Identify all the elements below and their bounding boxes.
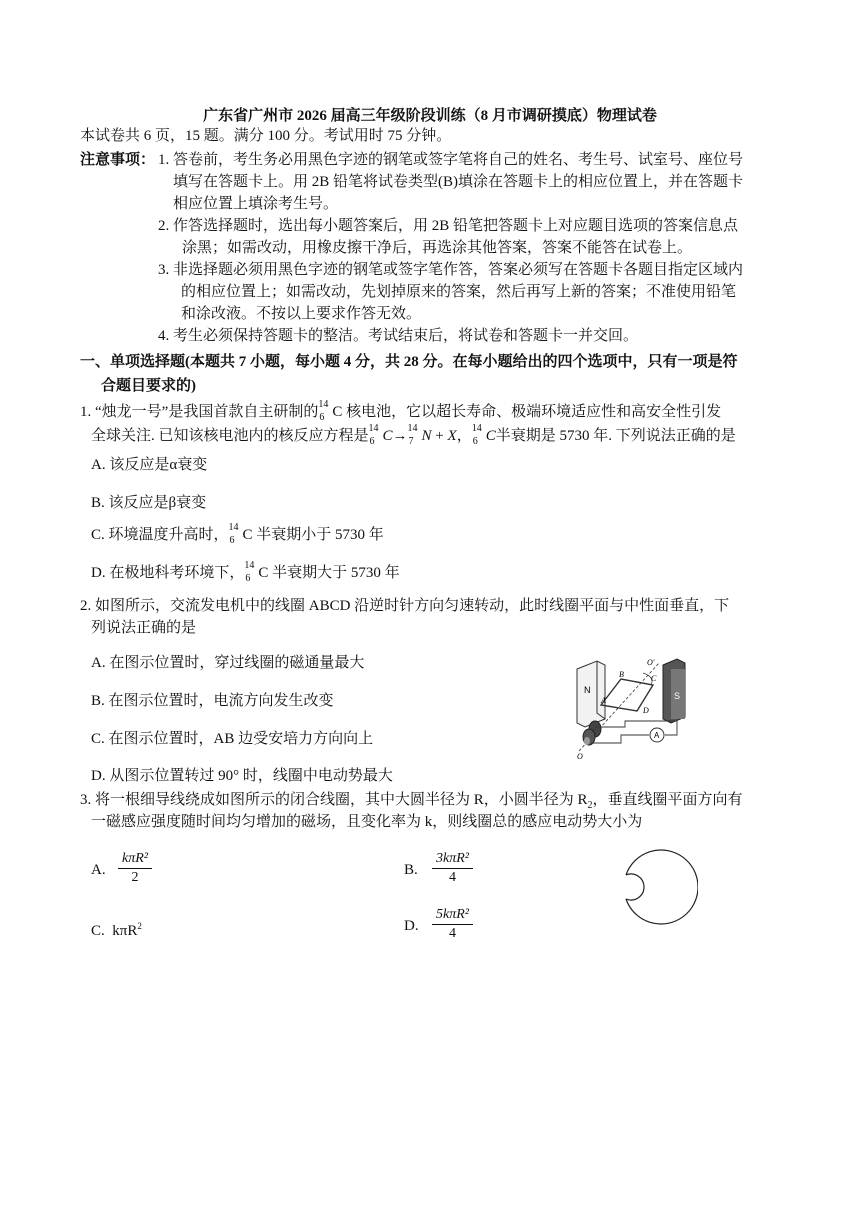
- note-4: 4. 考生必须保持答题卡的整洁。考试结束后，将试卷和答题卡一并交回。: [158, 328, 639, 344]
- page-title: 广东省广州市 2026 届高三年级阶段训练（8 月市调研摸底）物理试卷: [203, 108, 657, 124]
- q1-option-c-text-2: C 半衰期小于 5730 年: [242, 527, 384, 543]
- frac-num: kπR²: [118, 850, 152, 869]
- frac-den: 4: [448, 926, 456, 941]
- label-ammeter: A: [654, 731, 660, 740]
- eq-x: X: [447, 428, 457, 444]
- isotope-mass: 14: [368, 423, 379, 434]
- q2-line-2: 列说法正确的是: [91, 620, 197, 636]
- label-c: C: [651, 674, 657, 683]
- q3-text-b: ，垂直线圈平面方向有: [592, 792, 743, 808]
- isotope-c14: [228, 522, 243, 546]
- q3-option-c-value: kπR: [112, 923, 138, 939]
- exam-info: 本试卷共 6 页，15 题。满分 100 分。考试用时 75 分钟。: [80, 128, 452, 144]
- isotope-mass: 14: [407, 423, 418, 434]
- notes-label: 注意事项：: [80, 152, 156, 168]
- isotope-c14: [368, 423, 383, 447]
- q3-option-c: [91, 916, 142, 941]
- isotope-z: 6: [245, 573, 251, 584]
- q1-option-d-text-2: C 半衰期大于 5730 年: [258, 565, 400, 581]
- eq-comma: ，: [456, 428, 472, 444]
- q3-subscript: 2: [587, 800, 593, 811]
- frac-num: 5kπR²: [432, 906, 473, 925]
- note-1-line-1: 1. 答卷前，考生务必用黑色字迹的钢笔或签字笔将自己的姓名、考生号、试室号、座位号: [158, 152, 744, 168]
- eq-arrow: →: [392, 428, 408, 444]
- label-a: A: [601, 696, 606, 705]
- q1-line-1: [80, 399, 722, 423]
- q1-text-d: 半衰期是 5730 年. 下列说法正确的是: [495, 428, 736, 444]
- frac-den: 4: [448, 870, 456, 885]
- label-d: D: [643, 706, 649, 715]
- q1-text-b: C 核电池，它以超长寿命、极端环境适应性和高安全性引发: [332, 404, 722, 420]
- q3-option-a-label: A.: [91, 862, 106, 878]
- q3-option-d-label: D.: [404, 918, 419, 934]
- isotope-z: 7: [408, 436, 414, 447]
- label-o: O: [577, 752, 583, 760]
- q1-option-a: A. 该反应是α衰变: [91, 457, 208, 473]
- isotope-mass: 14: [228, 522, 239, 533]
- section-heading: 一、单项选择题(本题共 7 小题，每小题 4 分，共 28 分。在每小题给出的四个选项中，只有一项是符: [80, 354, 738, 370]
- q1-option-c-text: C. 环境温度升高时，: [91, 527, 229, 543]
- q1-option-b: B. 该反应是β衰变: [91, 495, 207, 511]
- note-3-line-3: 和涂改液。不按以上要求作答无效。: [181, 306, 422, 322]
- frac-den: 2: [131, 870, 139, 885]
- magnet-n: [577, 661, 605, 727]
- q3-option-c-label: C.: [91, 923, 105, 939]
- isotope-c14: [318, 399, 332, 423]
- q3-option-b-value: [432, 850, 473, 887]
- label-n: N: [584, 685, 591, 695]
- q1-option-d-text: D. 在极地科考环境下，: [91, 565, 245, 581]
- isotope-c14: [471, 423, 486, 447]
- q3-option-c-sup: 2: [137, 921, 142, 931]
- label-b: B: [619, 670, 624, 679]
- eq-plus: +: [431, 428, 448, 444]
- q1-option-c: [91, 522, 384, 546]
- q3-option-d-value: [432, 906, 473, 943]
- q1-option-d: [91, 560, 400, 584]
- section-heading-cont: 合题目要求的): [101, 378, 196, 394]
- note-2-line-2: 涂黑；如需改动，用橡皮擦干净后，再选涂其他答案，答案不能答在试卷上。: [182, 240, 693, 256]
- note-1-line-2: 填写在答题卡上。用 2B 铅笔将试卷类型(B)填涂在答题卡上的相应位置上，并在答题卡: [173, 174, 744, 190]
- isotope-z: 6: [472, 436, 478, 447]
- q1-line-2: [91, 423, 736, 447]
- frac-num: 3kπR²: [432, 850, 473, 869]
- q2-line-1: 2. 如图所示，交流发电机中的线圈 ABCD 沿逆时针方向匀速转动，此时线圈平面与中性面垂直，下: [80, 598, 730, 614]
- isotope-z: 6: [319, 412, 325, 423]
- q2-option-b: B. 在图示位置时，电流方向发生改变: [91, 693, 334, 709]
- q3-text-a: 3. 将一根细导线绕成如图所示的闭合线圈，其中大圆半径为 R，小圆半径为 R: [80, 792, 588, 808]
- note-1-line-3: 相应位置上填涂考生号。: [173, 196, 339, 212]
- isotope-n14: [407, 423, 422, 447]
- note-3-line-2: 的相应位置上；如需改动，先划掉原来的答案，然后再写上新的答案；不准使用铅笔: [181, 284, 737, 300]
- q1-text-c: 全球关注. 已知该核电池内的核反应方程是: [91, 428, 369, 444]
- q2-option-d: D. 从图示位置转过 90° 时，线圈中电动势最大: [91, 768, 393, 784]
- q1-text-a: 1. “烛龙一号”是我国首款自主研制的: [80, 404, 319, 420]
- isotope-z: 6: [369, 436, 375, 447]
- q3-line-2: 一磁感应强度随时间均匀增加的磁场，且变化率为 k，则线圈总的感应电动势大小为: [91, 814, 643, 830]
- eq-carbon: C: [382, 428, 393, 444]
- isotope-mass: 14: [471, 423, 482, 434]
- coil-figure: [612, 844, 698, 930]
- q3-option-a-value: [118, 850, 152, 887]
- eq-carbon: C: [485, 428, 496, 444]
- isotope-mass: 14: [244, 560, 255, 571]
- q2-option-a: A. 在图示位置时，穿过线圈的磁通量最大: [91, 655, 365, 671]
- note-2-line-1: 2. 作答选择题时，选出每小题答案后，用 2B 铅笔把答题卡上对应题目选项的答案信息点: [158, 218, 739, 234]
- isotope-z: 6: [229, 535, 235, 546]
- isotope-mass: 14: [318, 399, 329, 410]
- label-s: S: [674, 691, 681, 701]
- q2-option-c: C. 在图示位置时，AB 边受安培力方向向上: [91, 731, 374, 747]
- isotope-c14: [244, 560, 258, 584]
- label-o-prime: O′: [647, 658, 655, 667]
- note-3-line-1: 3. 非选择题必须用黑色字迹的钢笔或签字笔作答，答案必须写在答题卡各题目指定区域内: [158, 262, 744, 278]
- q3-option-b-label: B.: [404, 862, 418, 878]
- generator-figure: [565, 655, 695, 760]
- eq-nitrogen: N: [421, 428, 432, 444]
